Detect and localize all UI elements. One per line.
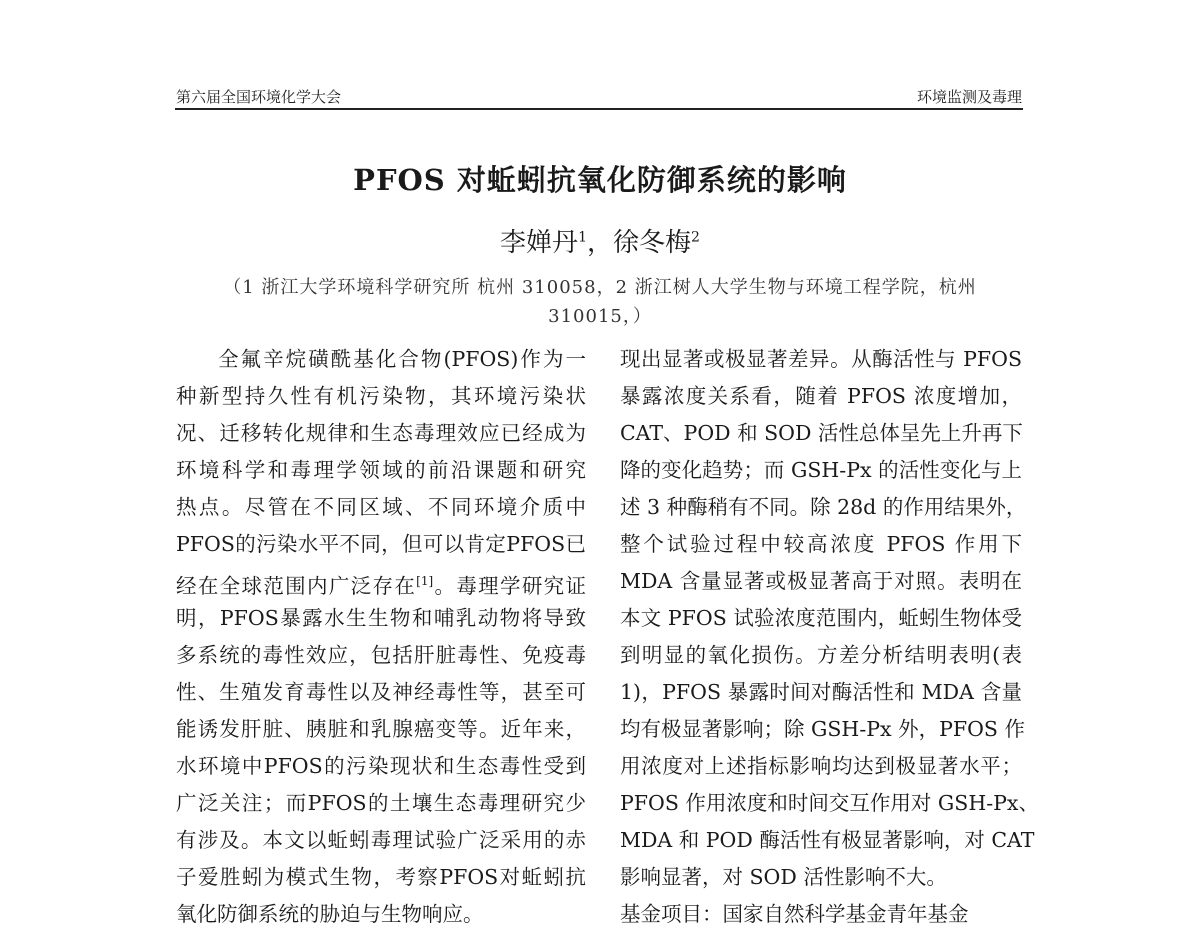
text-line: PFOS的污染水平不同，但可以肯定PFOS已	[176, 532, 586, 556]
running-header-left: 第六届全国环境化学大会	[176, 88, 342, 106]
text-line: PFOS 作用浓度和时间交互作用对 GSH-Px、	[620, 791, 1039, 815]
text-line: 多系统的毒性效应，包括肝脏毒性、免疫毒	[176, 643, 586, 667]
header-rule	[175, 108, 1023, 110]
text-line: MDA 含量显著或极显著高于对照。表明在	[620, 569, 1022, 593]
text-line: 环境科学和毒理学领域的前沿课题和研究	[176, 458, 586, 482]
text-line: 热点。尽管在不同区域、不同环境介质中	[176, 495, 586, 519]
text-line: 暴露浓度关系看，随着 PFOS 浓度增加，	[620, 384, 1022, 408]
text-line: 整个试验过程中较高浓度 PFOS 作用下	[620, 532, 1022, 556]
text-line: 有涉及。本文以蚯蚓毒理试验广泛采用的赤	[176, 828, 586, 852]
affiliation-line: 310015，）	[548, 306, 652, 327]
text-line: 述 3 种酶稍有不同。除 28d 的作用结果外，	[620, 495, 1027, 519]
right-column	[620, 341, 1039, 933]
author-affiliation-mark: 2	[691, 229, 700, 246]
authors	[0, 222, 1200, 259]
running-header-right: 环境监测及毒理	[916, 88, 1022, 106]
text-line: CAT、POD 和 SOD 活性总体呈先上升再下	[620, 421, 1023, 445]
text-line: 1)，PFOS 暴露时间对酶活性和 MDA 含量	[620, 680, 1022, 704]
text-line	[176, 563, 586, 600]
text-line: 本文 PFOS 试验浓度范围内，蚯蚓生物体受	[620, 606, 1022, 630]
text-line: 子爱胜蚓为模式生物，考察PFOS对蚯蚓抗	[176, 865, 586, 889]
left-column	[176, 341, 586, 933]
text-line: 广泛关注；而PFOS的土壤生态毒理研究少	[176, 791, 586, 815]
text-line: 基金项目：国家自然科学基金青年基金	[620, 902, 969, 926]
text-line: 现出显著或极显著差异。从酶活性与 PFOS	[620, 347, 1022, 371]
text-line: MDA 和 POD 酶活性有极显著影响，对 CAT	[620, 828, 1035, 852]
text-line: 性、生殖发育毒性以及神经毒性等，甚至可	[176, 680, 586, 704]
text-line: 均有极显著影响；除 GSH-Px 外，PFOS 作	[620, 717, 1025, 741]
author-name: 李婵丹	[500, 228, 579, 258]
author-separator: ，	[586, 228, 613, 258]
text-line: 明，PFOS暴露水生生物和哺乳动物将导致	[176, 606, 586, 630]
citation-ref: [1]	[416, 574, 434, 588]
text-segment: 经在全球范围内广泛存在	[176, 573, 417, 598]
affiliation-line: （1 浙江大学环境科学研究所 杭州 310058，2 浙江树人大学生物与环境工程学院，杭州	[223, 277, 977, 298]
text-line: 降的变化趋势；而 GSH-Px 的活性变化与上	[620, 458, 1022, 482]
text-line: 况、迁移转化规律和生态毒理效应已经成为	[176, 421, 586, 445]
text-line: 全氟辛烷磺酰基化合物(PFOS)作为一	[218, 347, 586, 371]
author-affiliation-mark: 1	[578, 229, 587, 246]
text-line: 能诱发肝脏、胰脏和乳腺癌变等。近年来，	[176, 717, 586, 741]
paper-title: PFOS 对蚯蚓抗氧化防御系统的影响	[353, 163, 847, 197]
text-line: 种新型持久性有机污染物，其环境污染状	[176, 384, 586, 408]
text-segment: 。毒理学研究证	[433, 573, 587, 598]
text-line: 氧化防御系统的胁迫与生物响应。	[176, 902, 484, 926]
text-line: 到明显的氧化损伤。方差分析结明表明(表	[620, 643, 1022, 667]
text-line: 用浓度对上述指标影响均达到极显著水平；	[620, 754, 1022, 778]
author-name: 徐冬梅	[613, 228, 692, 258]
text-line: 水环境中PFOS的污染现状和生态毒性受到	[176, 754, 586, 778]
text-line: 影响显著，对 SOD 活性影响不大。	[620, 865, 947, 889]
